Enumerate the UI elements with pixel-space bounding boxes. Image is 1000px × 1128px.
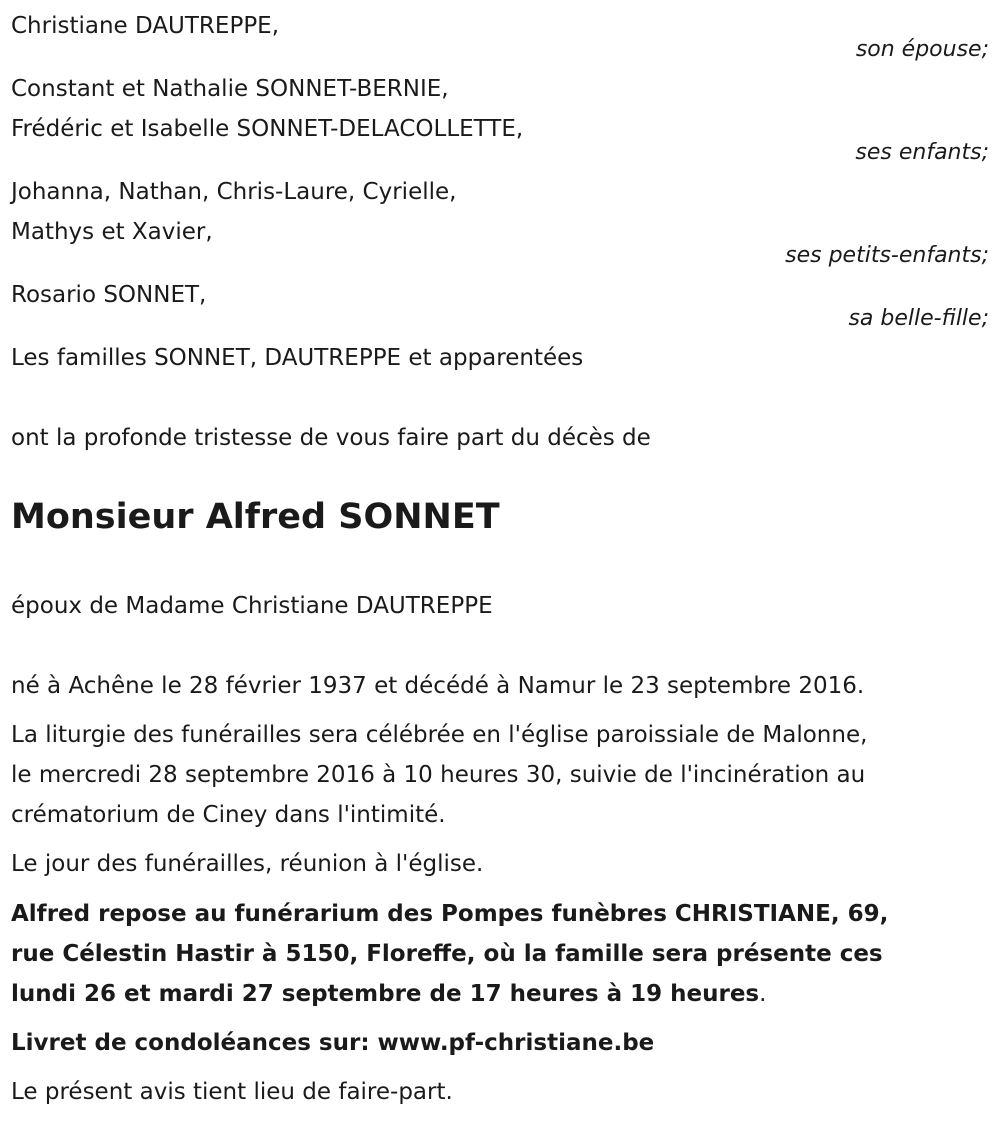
repose-line-3-wrapper — [11, 980, 766, 1008]
liturgy-line-2: le mercredi 28 septembre 2016 à 10 heures 30, suivie de l'incinération au — [11, 762, 866, 788]
birth-death: né à Achêne le 28 février 1937 et décédé à Namur le 23 septembre 2016. — [11, 673, 865, 699]
repose-line-1: Alfred repose au funérarium des Pompes funèbres CHRISTIANE, 69, — [11, 901, 889, 927]
spouse-name: Christiane DAUTREPPE, — [11, 13, 280, 39]
condolences-line: Livret de condoléances sur: www.pf-christiane.be — [11, 1030, 655, 1056]
reunion-text: Le jour des funérailles, réunion à l'église. — [11, 851, 484, 877]
closing-text: Le présent avis tient lieu de faire-part. — [11, 1079, 453, 1105]
repose-line-2: rue Célestin Hastir à 5150, Floreffe, où la famille sera présente ces — [11, 941, 883, 967]
spouse-of: époux de Madame Christiane DAUTREPPE — [11, 593, 493, 619]
daughter-in-law-name: Rosario SONNET, — [11, 282, 207, 308]
children-line-1: Constant et Nathalie SONNET-BERNIE, — [11, 76, 449, 102]
deceased-name: Monsieur Alfred SONNET — [11, 497, 500, 537]
liturgy-line-3: crématorium de Ciney dans l'intimité. — [11, 802, 446, 828]
children-line-2: Frédéric et Isabelle SONNET-DELACOLLETTE, — [11, 116, 524, 142]
grandchildren-relation: ses petits-enfants; — [785, 243, 989, 268]
families-line: Les familles SONNET, DAUTREPPE et apparentées — [11, 345, 584, 371]
grandchildren-line-1: Johanna, Nathan, Chris-Laure, Cyrielle, — [11, 179, 457, 205]
repose-end-period: . — [759, 981, 767, 1007]
children-relation: ses enfants; — [855, 140, 989, 165]
repose-line-3: lundi 26 et mardi 27 septembre de 17 heures à 19 heures — [11, 981, 760, 1007]
spouse-relation: son épouse; — [855, 37, 989, 62]
grandchildren-line-2: Mathys et Xavier, — [11, 219, 213, 245]
liturgy-line-1: La liturgie des funérailles sera célébrée en l'église paroissiale de Malonne, — [11, 722, 868, 748]
intro-text: ont la profonde tristesse de vous faire part du décès de — [11, 425, 651, 451]
daughter-in-law-relation: sa belle-fille; — [848, 306, 989, 331]
